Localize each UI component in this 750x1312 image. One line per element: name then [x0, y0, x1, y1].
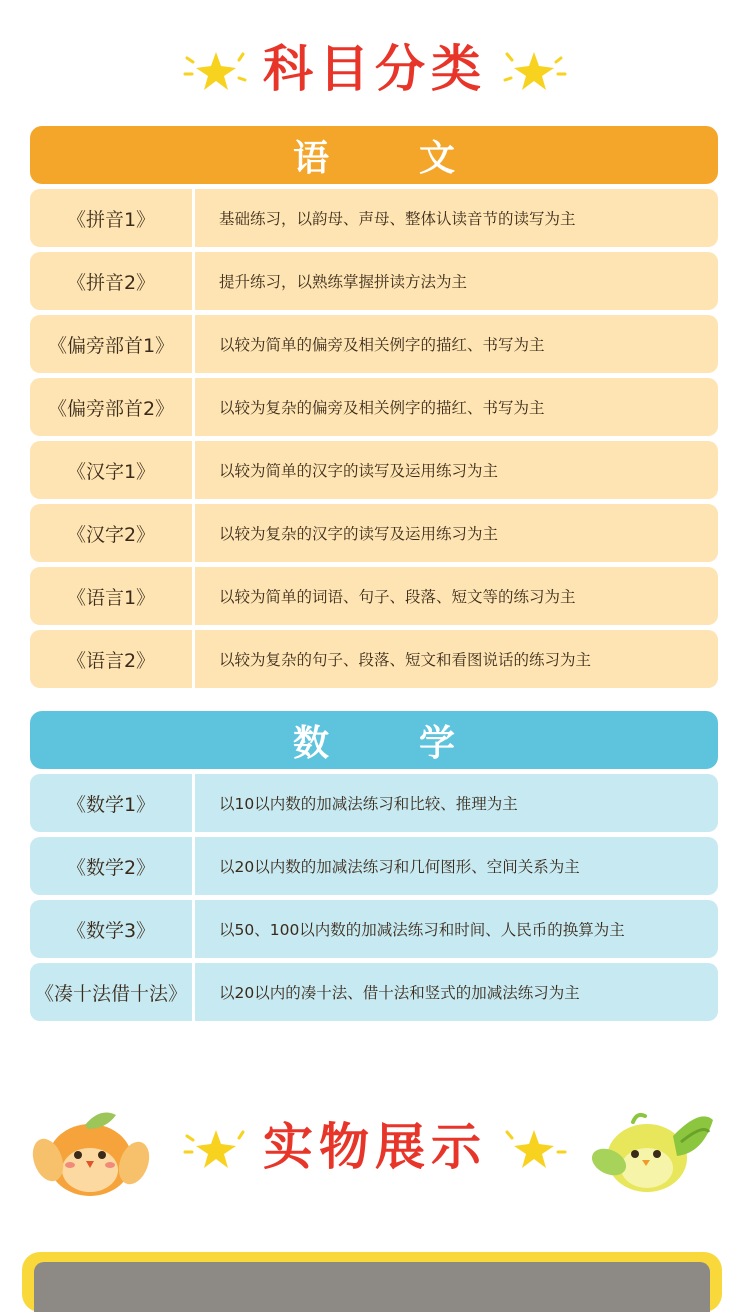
course-desc: 以较为复杂的汉字的读写及运用练习为主 [195, 504, 718, 562]
course-desc: 以20以内的凑十法、借十法和竖式的加减法练习为主 [195, 963, 718, 1021]
course-row [30, 837, 718, 895]
course-name: 《数学2》 [30, 837, 192, 895]
subjects-title: 科目分类 [263, 40, 487, 98]
products-title-row [0, 1118, 750, 1176]
products-title: 实物展示 [263, 1118, 487, 1176]
sparkle-icon [181, 1122, 251, 1172]
course-row [30, 900, 718, 958]
course-desc: 提升练习，以熟练掌握拼读方法为主 [195, 252, 718, 310]
chinese-section-header: 语文 [30, 126, 718, 184]
course-name: 《数学1》 [30, 774, 192, 832]
course-name: 《语言2》 [30, 630, 192, 688]
product-photo [34, 1262, 710, 1312]
course-name: 《偏旁部首2》 [30, 378, 192, 436]
math-course-list [30, 774, 718, 1026]
course-row [30, 315, 718, 373]
course-row [30, 441, 718, 499]
course-desc: 以较为复杂的句子、段落、短文和看图说话的练习为主 [195, 630, 718, 688]
course-name: 《凑十法借十法》 [30, 963, 192, 1021]
course-name: 《汉字2》 [30, 504, 192, 562]
course-desc: 基础练习，以韵母、声母、整体认读音节的读写为主 [195, 189, 718, 247]
sparkle-icon [499, 1122, 569, 1172]
course-row [30, 504, 718, 562]
course-row [30, 774, 718, 832]
course-row [30, 963, 718, 1021]
course-row [30, 252, 718, 310]
course-desc: 以较为简单的汉字的读写及运用练习为主 [195, 441, 718, 499]
course-name: 《拼音2》 [30, 252, 192, 310]
course-desc: 以较为简单的偏旁及相关例字的描红、书写为主 [195, 315, 718, 373]
course-desc: 以较为简单的词语、句子、段落、短文等的练习为主 [195, 567, 718, 625]
course-desc: 以20以内数的加减法练习和几何图形、空间关系为主 [195, 837, 718, 895]
course-name: 《语言1》 [30, 567, 192, 625]
course-row [30, 189, 718, 247]
course-row [30, 378, 718, 436]
sparkle-icon [499, 44, 569, 94]
sparkle-icon [181, 44, 251, 94]
product-photo-frame [22, 1252, 722, 1312]
course-desc: 以较为复杂的偏旁及相关例字的描红、书写为主 [195, 378, 718, 436]
course-row [30, 630, 718, 688]
subjects-title-row [0, 40, 750, 98]
course-desc: 以50、100以内数的加减法练习和时间、人民币的换算为主 [195, 900, 718, 958]
course-name: 《偏旁部首1》 [30, 315, 192, 373]
math-section-header: 数学 [30, 711, 718, 769]
course-desc: 以10以内数的加减法练习和比较、推理为主 [195, 774, 718, 832]
course-name: 《拼音1》 [30, 189, 192, 247]
course-row [30, 567, 718, 625]
course-name: 《汉字1》 [30, 441, 192, 499]
chinese-course-list [30, 189, 718, 693]
course-name: 《数学3》 [30, 900, 192, 958]
